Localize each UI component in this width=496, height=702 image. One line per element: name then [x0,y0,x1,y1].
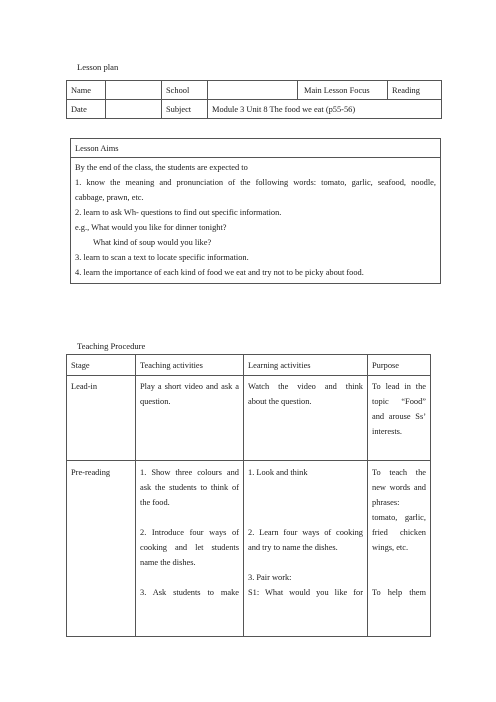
name-value [106,81,162,100]
name-label: Name [67,81,106,100]
text-line: and arouse Ss’ [372,412,426,421]
subject-value: Module 3 Unit 8 The food we eat (p55-56) [208,100,442,119]
text-line: 1. Look and think [248,468,308,477]
procedure-table [66,354,431,637]
aim-1-line-1: 1. know the meaning and pronunciation of the following words: tomato, garlic, seafood, noodle, [75,178,436,187]
focus-value: Reading [388,81,442,100]
date-value [106,100,162,119]
prereading-learning [244,461,368,637]
text-line: 2. Introduce four ways of [140,528,239,537]
leadin-teaching [136,376,244,461]
text-line: wings, etc. [372,543,409,552]
leadin-learning [244,376,368,461]
text-line: interests. [372,427,403,436]
prereading-teaching [136,461,244,637]
text-line: To lead in the [372,382,426,391]
aim-2-example-1: e.g., What would you like for dinner tonight? [75,223,227,232]
text-line: S1: What would you like for [248,588,363,597]
leadin-purpose [368,376,431,461]
text-line: and try to name the dishes. [248,543,338,552]
text-line: Play a short video and ask a [140,382,239,391]
text-line: To teach the [372,468,426,477]
text-line: To help them [372,588,426,597]
aims-intro: By the end of the class, the students are expected to [75,163,248,172]
aims-body [71,158,441,284]
text-line: the food. [140,498,170,507]
aim-2: 2. learn to ask Wh- questions to find out specific information. [75,208,282,217]
table-row [67,376,431,461]
header-learning: Learning activities [244,355,368,376]
table-row [67,461,431,637]
prereading-stage: Pre-reading [67,461,136,637]
text-line: ask the students to think of [140,483,239,492]
text-line: 1. Show three colours and [140,468,239,477]
text-line: Watch the video and think [248,382,363,391]
page-title: Lesson plan [77,62,119,72]
text-line: name the dishes. [140,558,196,567]
text-line: 2. Learn four ways of cooking [248,528,363,537]
subject-label: Subject [162,100,208,119]
aim-3: 3. learn to scan a text to locate specific information. [75,253,249,262]
lesson-aims-table [70,138,441,284]
text-line: question. [140,397,171,406]
school-value [208,81,298,100]
text-line: about the question. [248,397,312,406]
procedure-title: Teaching Procedure [77,341,146,351]
header-teaching: Teaching activities [136,355,244,376]
info-table [66,80,442,119]
aim-1-line-2: cabbage, prawn, etc. [75,193,144,202]
text-line: 3. Pair work: [248,573,292,582]
date-label: Date [67,100,106,119]
header-stage: Stage [67,355,136,376]
text-line: phrases: [372,498,400,507]
text-line: topic “Food” [372,397,426,406]
prereading-purpose [368,461,431,637]
leadin-stage: Lead-in [67,376,136,461]
aim-4: 4. learn the importance of each kind of food we eat and try not to be picky about food. [75,268,364,277]
text-line: 3. Ask students to make [140,588,239,597]
header-purpose: Purpose [368,355,431,376]
aims-heading: Lesson Aims [71,139,441,158]
focus-label: Main Lesson Focus [298,81,388,100]
text-line: tomato, garlic, [372,513,426,522]
text-line: cooking and let students [140,543,239,552]
text-line: new words and [372,483,426,492]
text-line: fried chicken [372,528,426,537]
aim-2-example-2: What kind of soup would you like? [93,238,212,247]
school-label: School [162,81,208,100]
